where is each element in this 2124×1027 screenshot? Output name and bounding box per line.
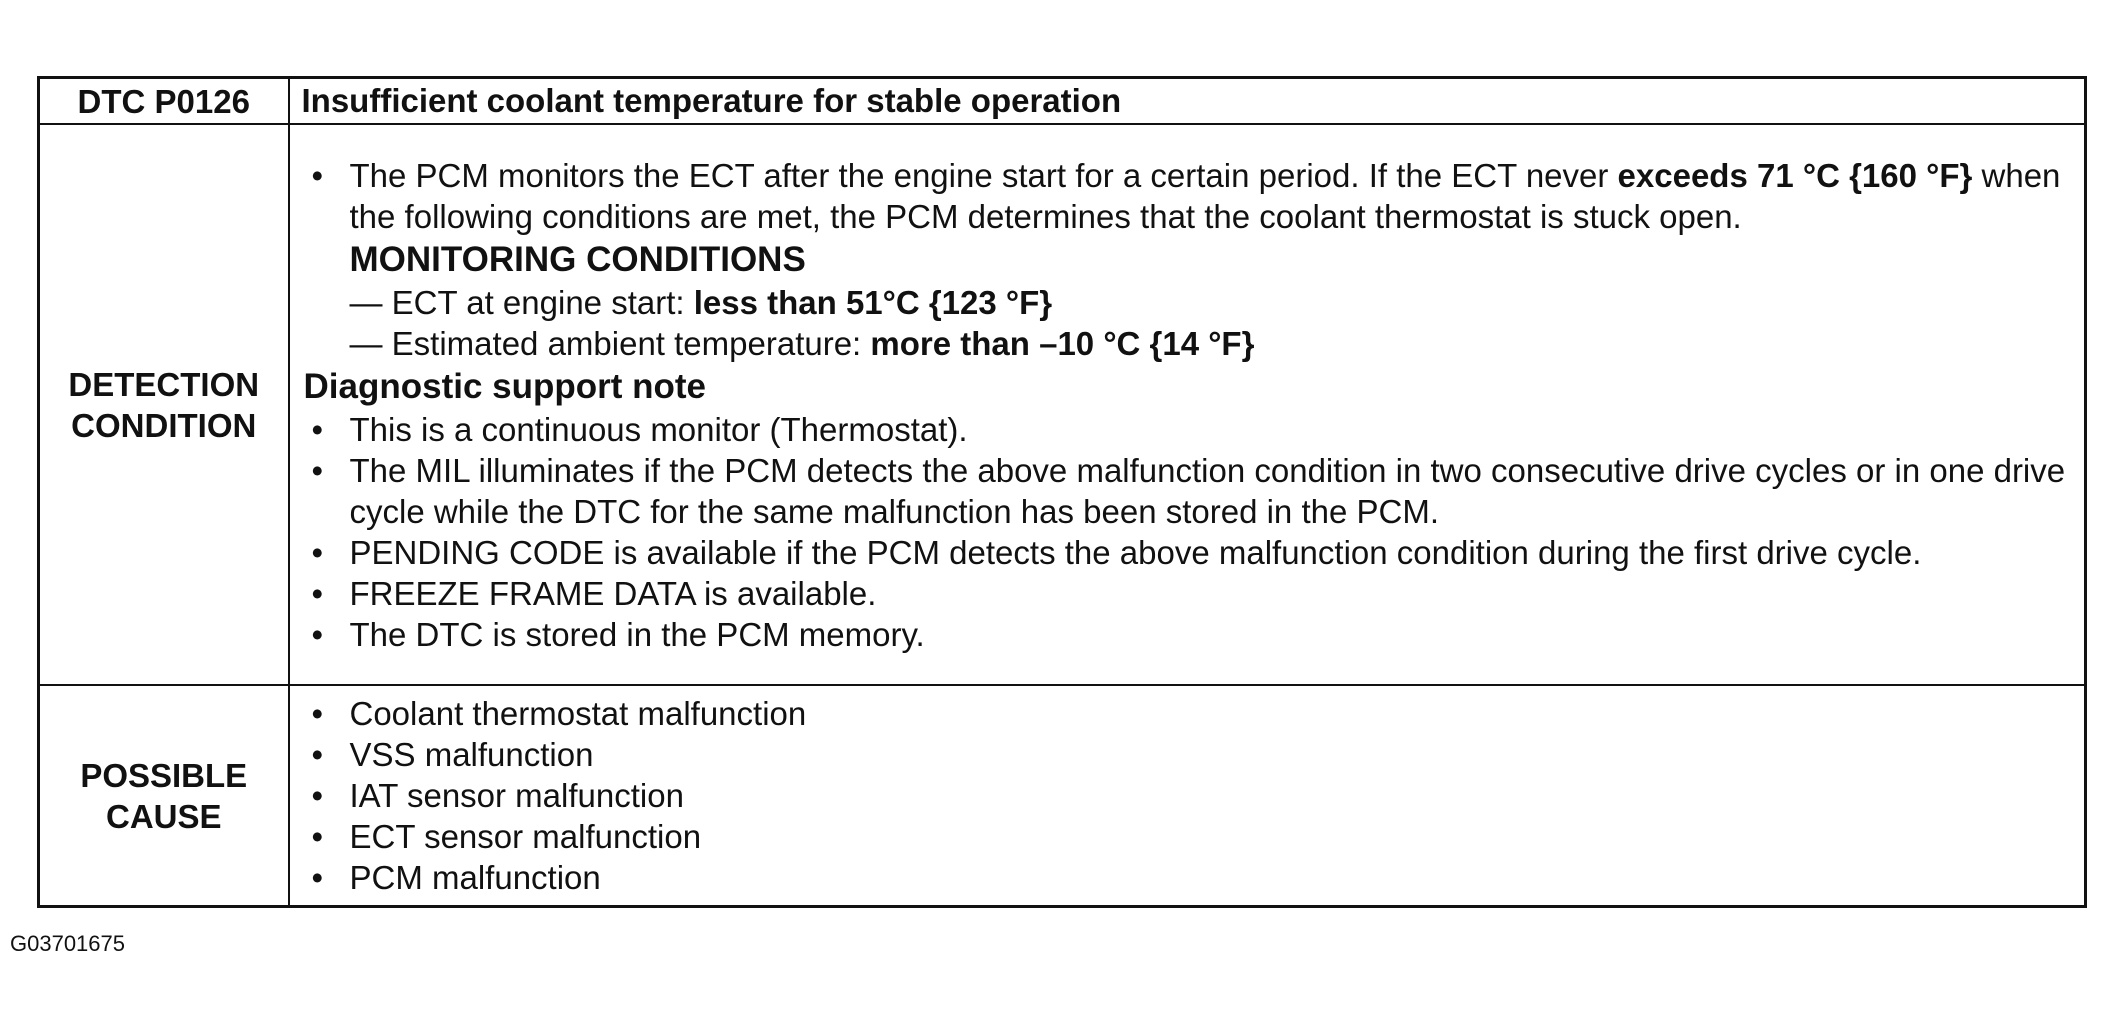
cause-label <box>39 685 289 906</box>
cause-label-line1: POSSIBLE <box>80 756 248 794</box>
figure-id: G03701675 <box>10 931 125 956</box>
condition-line <box>350 282 2075 323</box>
diagnostic-note: • PENDING CODE is available if the PCM detects the above malfunction condition during the first drive cycle. <box>304 532 2075 573</box>
cause-item: • VSS malfunction <box>304 734 2075 775</box>
cause-content <box>289 685 2086 906</box>
detection-row <box>39 124 2086 685</box>
condition-prefix: — Estimated ambient temperature: <box>349 324 871 362</box>
cause-label-line2: CAUSE <box>105 797 222 835</box>
condition-line <box>350 323 2075 364</box>
detection-content <box>289 124 2086 685</box>
header-row <box>39 78 2086 125</box>
dtc-table <box>37 76 2087 908</box>
intro-text-b: when the following conditions are met, the PCM determines that the coolant thermostat is stuck open. <box>349 156 2061 235</box>
diagnostic-note: • FREEZE FRAME DATA is available. <box>304 573 2075 614</box>
detection-label-line1: DETECTION <box>68 365 260 403</box>
intro-text-a: The PCM monitors the ECT after the engine start for a certain period. If the ECT never <box>349 156 1618 194</box>
intro-list <box>304 155 2075 237</box>
diagnostic-note: • The MIL illuminates if the PCM detects the above malfunction condition in two consecutive drive cycles or in one drive cycle while the DTC for the same malfunction has been stored in the PCM. <box>304 450 2075 532</box>
detection-label-line2: CONDITION <box>71 406 257 444</box>
monitoring-conditions-title: MONITORING CONDITIONS <box>349 239 806 279</box>
cause-item: • IAT sensor malfunction <box>304 775 2075 816</box>
diagnostic-note: • This is a continuous monitor (Thermostat). <box>304 409 2075 450</box>
condition-value: less than 51°C {123 °F} <box>693 283 1053 321</box>
cause-list <box>304 693 2075 898</box>
intro-item <box>304 155 2075 237</box>
cause-item: • PCM malfunction <box>304 857 2075 898</box>
dtc-code: DTC P0126 <box>39 78 289 125</box>
diagnostic-note-title: Diagnostic support note <box>303 366 706 406</box>
condition-value: more than –10 °C {14 °F} <box>870 324 1255 362</box>
dtc-title: Insufficient coolant temperature for stable operation <box>289 78 2086 125</box>
condition-prefix: — ECT at engine start: <box>349 283 694 321</box>
cause-row <box>39 685 2086 906</box>
diagnostic-note: • The DTC is stored in the PCM memory. <box>304 614 2075 655</box>
intro-threshold: exceeds 71 °C {160 °F} <box>1617 156 1973 194</box>
detection-label <box>39 124 289 685</box>
diagnostic-notes-list <box>304 409 2075 655</box>
cause-item: • Coolant thermostat malfunction <box>304 693 2075 734</box>
cause-item: • ECT sensor malfunction <box>304 816 2075 857</box>
